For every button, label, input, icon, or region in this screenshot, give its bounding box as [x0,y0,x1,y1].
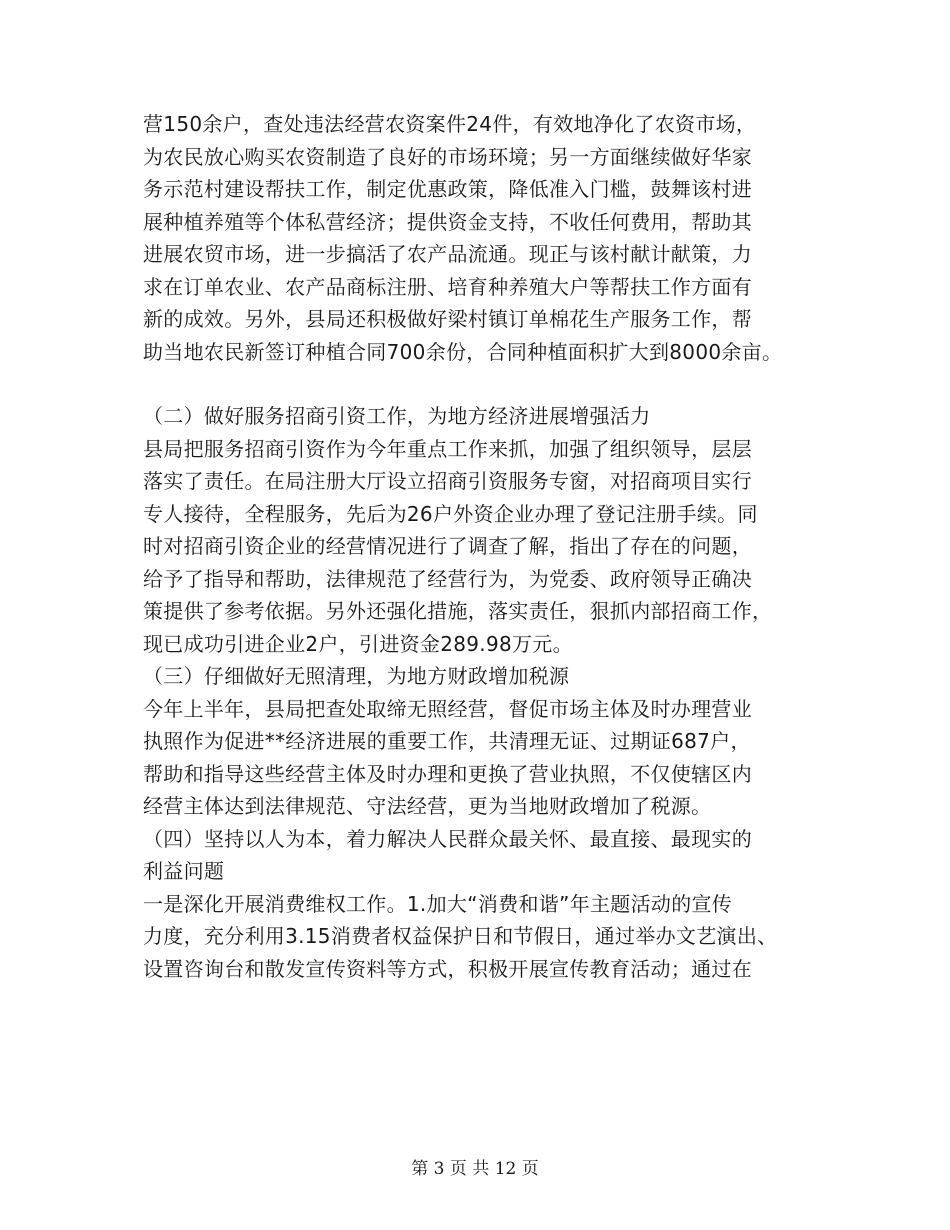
page-number-footer: 第 3 页 共 12 页 [411,1159,539,1179]
text-line: 今年上半年，县局把查处取缔无照经营，督促市场主体及时办理营业 [143,696,752,721]
section-heading: 利益问题 [143,859,225,883]
text-line: 落实了责任。在局注册大厅设立招商引资服务专窗，对招商项目实行 [143,469,752,493]
text-line: 执照作为促进**经济进展的重要工作，共清理无证、过期证687户， [143,729,751,753]
text-line: 帮助和指导这些经营主体及时办理和更换了营业执照，不仅使辖区内 [143,761,752,786]
text-line: 展种植养殖等个体私营经济；提供资金支持，不收任何费用，帮助其 [143,209,752,234]
text-line: 策提供了参考依据。另外还强化措施，落实责任，狠抓内部招商工作， [143,599,773,623]
paragraph-block-1 [143,108,823,368]
text-line: 县局把服务招商引资作为今年重点工作来抓，加强了组织领导，层层 [143,436,752,461]
text-line: 专人接待，全程服务，先后为26户外资企业办理了登记注册手续。同 [143,501,758,526]
section-heading: （二）做好服务招商引资工作，为地方经济进展增强活力 [143,404,651,428]
text-line: 经营主体达到法律规范、守法经营，更为当地财政增加了税源。 [143,794,712,818]
text-line: 设置咨询台和散发宣传资料等方式，积极开展宣传教育活动；通过在 [143,956,752,981]
section-heading: （四）坚持以人为本，着力解决人民群众最关怀、最直接、最现实的 [143,826,752,851]
document-body [143,108,823,985]
text-line: 务示范村建设帮扶工作，制定优惠政策，降低准入门槛，鼓舞该村进 [143,177,752,201]
text-line: 进展农贸市场，进一步搞活了农产品流通。现正与该村献计献策，力 [143,242,752,266]
paragraph-block-2 [143,400,823,985]
text-line: 营150余户，查处违法经营农资案件24件，有效地净化了农资市场， [143,112,757,136]
text-line: 助当地农民新签订种植合同700余份，合同种植面积扩大到8000余亩。 [143,339,783,364]
text-line: 求在订单农业、农产品商标注册、培育种养殖大户等帮扶工作方面有 [143,274,752,299]
text-line: 时对招商引资企业的经营情况进行了调查了解，指出了存在的问题， [143,534,752,558]
section-heading: （三）仔细做好无照清理，为地方财政增加税源 [143,664,570,688]
text-line: 新的成效。另外，县局还积极做好梁村镇订单棉花生产服务工作，帮 [143,307,752,331]
paragraph-gap [143,368,823,400]
text-line: 力度，充分利用3.15消费者权益保护日和节假日，通过举办文艺演出、 [143,924,778,948]
text-line: 现已成功引进企业2户，引进资金289.98万元。 [143,631,573,656]
text-line: 为农民放心购买农资制造了良好的市场环境；另一方面继续做好华家 [143,144,752,169]
text-line: 一是深化开展消费维权工作。1.加大“消费和谐”年主题活动的宣传 [143,891,733,916]
text-line: 给予了指导和帮助，法律规范了经营行为，为党委、政府领导正确决 [143,566,752,591]
